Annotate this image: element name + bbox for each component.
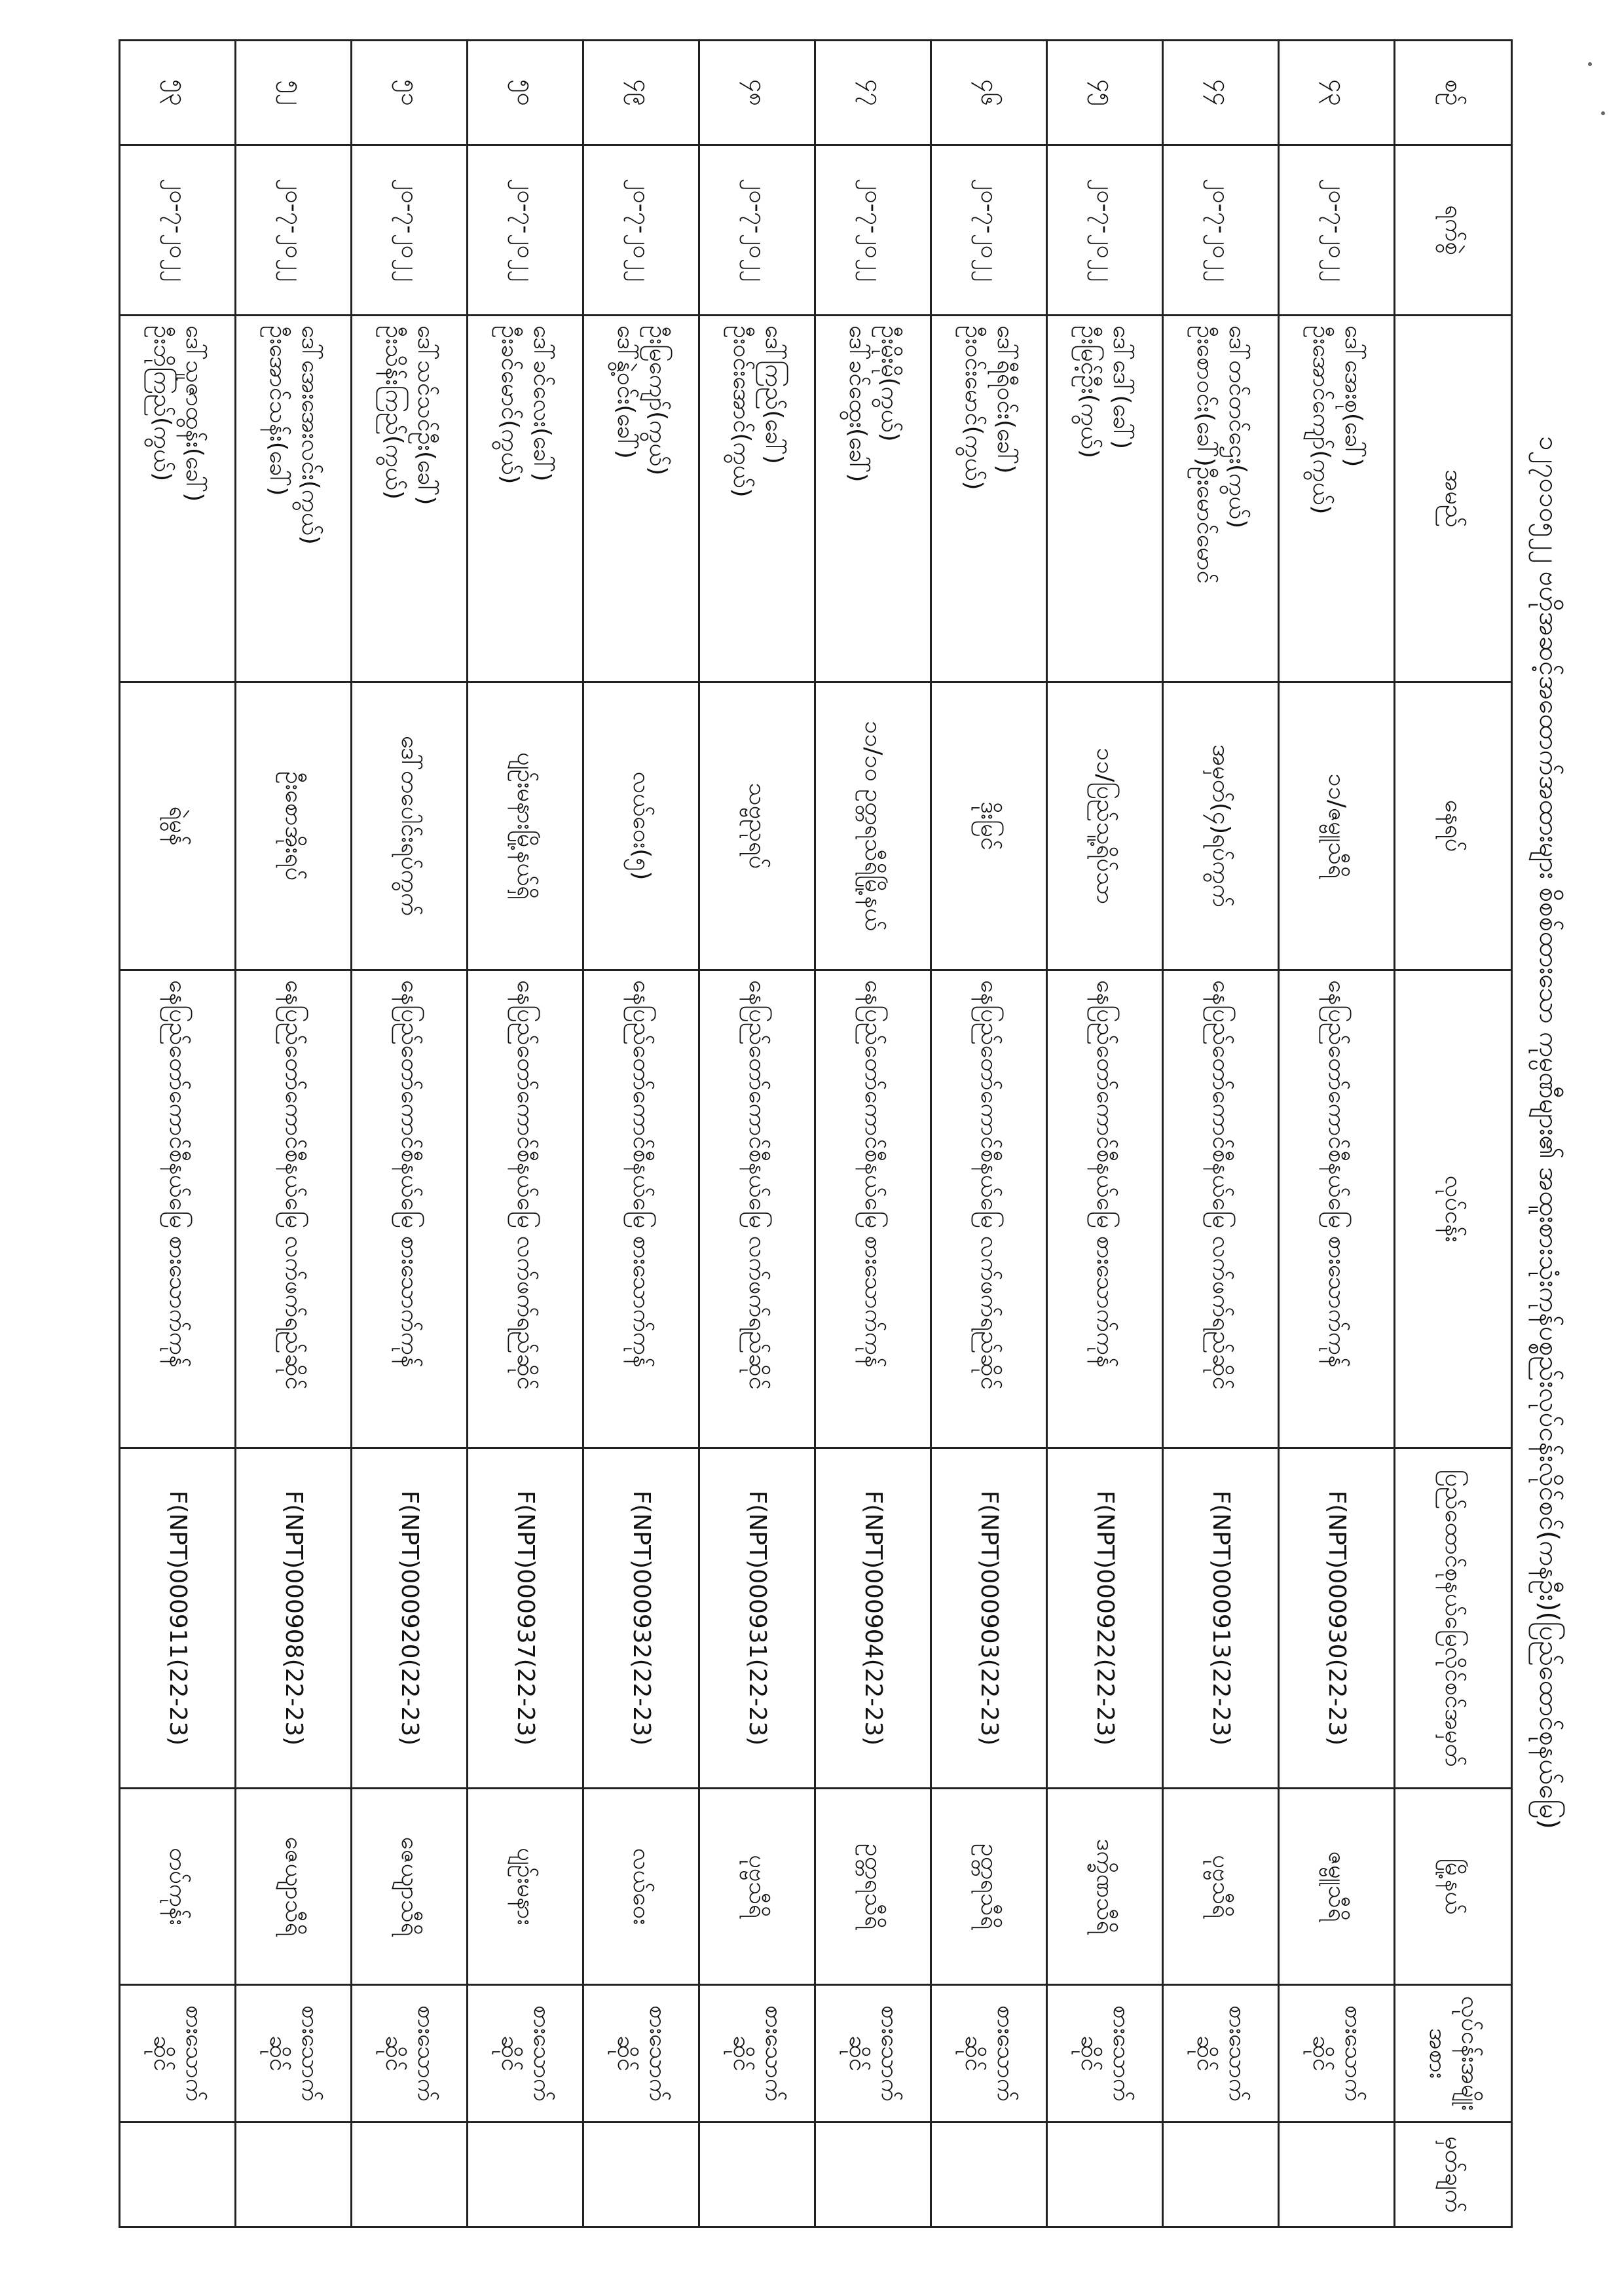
name-line: ဦးမြကျော်(ကွယ်) [644,325,671,476]
cell-township: လယ်ဝေး [583,1789,699,1985]
cell-type: စားသောက်ဆိုင် [583,1985,699,2123]
cell-type: စားသောက်ဆိုင် [1163,1985,1279,2123]
cell-business: နေပြည်တော်ကောင်စီနယ်မြေ စားသောက်ကုန် [583,970,699,1448]
cell-business: နေပြည်တော်ကောင်စီနယ်မြေ လက်ဖက်ရည်ဆိုင် [468,970,583,1448]
cell-township: ဇမ္ဗူသီရိ [1279,1789,1395,1985]
table-row [931,41,1047,2227]
name-line: ဦးဝင်းမောင်(ကွယ်) [960,325,987,490]
cell-business: နေပြည်တော်ကောင်စီနယ်မြေ စားသောက်ကုန် [1279,970,1395,1448]
header-type: လုပ်ငန်းအမျိုးအစား [1395,1985,1512,2123]
table-header-row [1395,41,1512,2227]
cell-no: ၄၃ [1279,41,1395,145]
cell-license-no: F(NPT)000922(22-23) [1047,1448,1163,1789]
cell-address: ၁၁/၁၀ ဥတ္တရသီရိမြို့နယ် [815,682,931,970]
cell-township: ပျဉ်းမနား [468,1789,583,1985]
cell-license-no: F(NPT)000908(22-23) [236,1448,352,1789]
cell-date: ၂၀-၇-၂၀၂၂ [1047,145,1163,316]
table-row [236,41,352,2227]
cell-remark [468,2123,583,2227]
cell-remark [815,2123,931,2227]
name-line: ဒေါ်အေးအေးလင်း(ကွယ်) [296,325,323,545]
cell-license-no: F(NPT)000903(22-23) [931,1448,1047,1789]
table-row [1163,41,1279,2227]
cell-no: ၅၁ [352,41,468,145]
name-line: ဦးအောင်သန်း(ခေါ်) [265,325,291,496]
cell-remark [120,2123,236,2227]
table-row [1279,41,1395,2227]
cell-remark [1047,2123,1163,2227]
table-row [699,41,815,2227]
cell-remark [583,2123,699,2227]
license-register-table [119,39,1513,2228]
cell-township: ပုဗ္ဗသီရိ [699,1789,815,1985]
name-line: ဦးမိုးမို(ကွယ်) [876,325,903,442]
cell-address: ပျဉ်းမနားမြို့နယ်ရှိ [468,682,583,970]
name-line: ဦးသိန်းကြည်(ကွယ်) [380,325,407,500]
rotated-document-page [105,26,1572,2239]
header-remark: မှတ်ချက် [1395,2123,1512,2227]
name-line: ဒေါ်ရီရီဝင်း(ခေါ်) [991,325,1019,474]
header-date: ရက်စွဲ [1395,145,1512,316]
cell-no: ၅၃ [120,41,236,145]
cell-remark [699,2123,815,2227]
cell-date: ၂၀-၇-၂၀၂၂ [699,145,815,316]
cell-type: စားသောက်ဆိုင် [1279,1985,1395,2123]
name-line: ဒေါ်ကြည်(ခေါ်) [760,325,787,464]
cell-remark [1163,2123,1279,2227]
table-body [120,41,1395,2227]
cell-date: ၂၀-၇-၂၀၂၂ [120,145,236,316]
cell-business: နေပြည်တော်ကောင်စီနယ်မြေ လက်ဖက်ရည်ဆိုင် [236,970,352,1448]
name-line: ဒေါ်နွဲ့ဝင်း(ခေါ်) [612,325,639,459]
cell-date: ၂၀-၇-၂၀၂၂ [1163,145,1279,316]
name-line: ဦးဘိုကြည်(ကွယ်) [149,325,175,482]
cell-no: ၄၆ [931,41,1047,145]
cell-address: ၁၁/ဇမ္ဗူသီရိ [1279,682,1395,970]
name-line: ဒေါ်ခင်ထွေး(ခေါ်) [844,325,871,483]
name-line: ဒေါ်အေးစု(ခေါ်) [1339,325,1367,467]
cell-address: သဗ္ဗညုရပ် [699,682,815,970]
header-address: နေရပ် [1395,682,1512,970]
cell-date: ၂၀-၇-၂၀၂၂ [931,145,1047,316]
cell-type: စားသောက်ဆိုင် [468,1985,583,2123]
cell-address: ၁၁/ပြည်သူ့ရိပ်သာ [1047,682,1163,970]
cell-remark [1279,2123,1395,2227]
name-line: ဒေါ်ဒေါ်(ခေါ်) [1107,325,1135,450]
cell-no: ၄၅ [1047,41,1163,145]
scan-dust-mark [1601,111,1605,115]
cell-license-no: F(NPT)000937(22-23) [468,1448,583,1789]
cell-date: ၂၀-၇-၂၀၂၂ [468,145,583,316]
cell-business: နေပြည်တော်ကောင်စီနယ်မြေ လက်ဖက်ရည်ဆိုင် [931,970,1047,1448]
cell-address: ဦးစောအိုးရပ် [236,682,352,970]
cell-no: ၅၀ [468,41,583,145]
cell-township: ဥတ္တရသီရိ [931,1789,1047,1985]
name-line: ဦးအောင်ကျော်(ကွယ်) [1308,325,1335,515]
header-township: မြို့နယ် [1395,1789,1512,1985]
cell-type: စားသောက်ဆိုင် [815,1985,931,2123]
name-line: ဒေါ်ခင်လေး(ခေါ်) [528,325,555,482]
cell-name [931,316,1047,682]
cell-business: နေပြည်တော်ကောင်စီနယ်မြေ စားသောက်ကုန် [120,970,236,1448]
cell-type: စားသောက်ဆိုင် [699,1985,815,2123]
cell-no: ၄၈ [699,41,815,145]
cell-business: နေပြည်တော်ကောင်စီနယ်မြေ စားသောက်ကုန် [815,970,931,1448]
scan-dust-mark [1588,62,1592,66]
name-line: ဦးဝင်းအောင်(ကွယ်) [728,325,755,498]
cell-address: ရဲမွန် [120,682,236,970]
cell-date: ၂၀-၇-၂၀၂၂ [236,145,352,316]
cell-license-no: F(NPT)000911(22-23) [120,1448,236,1789]
document-title: ၁၂၇၀၁၀၅၂၂ ဗဟိုအဆင့်အထောက်အထားများ စိစစ်ထားသော ကုမ္ပဏီများ၏ အထူးစားသုံးကုန်ပစ္စည်းလုပ်ငန်းလိုင်စင်(ကနဦး)(ပြည်ထောင်စုနယ်မြေ) [1534,436,1564,1829]
cell-name [352,316,468,682]
header-name: အမည် [1395,316,1512,682]
cell-license-no: F(NPT)000930(22-23) [1279,1448,1395,1789]
cell-date: ၂၀-၇-၂၀၂၂ [815,145,931,316]
cell-type: စားသောက်ဆိုင် [352,1985,468,2123]
name-line: ဦးခင်မောင်(ကွယ်) [496,325,523,484]
cell-name [815,316,931,682]
name-line: ဦးစောဝင်း(ခေါ်)ဦးမောင်မောင် [1192,325,1219,584]
cell-name [1047,316,1163,682]
cell-license-no: F(NPT)000920(22-23) [352,1448,468,1789]
table-row [1047,41,1163,2227]
cell-name [236,316,352,682]
cell-business: နေပြည်တော်ကောင်စီနယ်မြေ စားသောက်ကုန် [1047,970,1163,1448]
name-line: ဒေါ်တင်တင်ဌေး(ကွယ်) [1223,325,1251,529]
cell-township: ဒက္ခိဏသီရိ [1047,1789,1163,1985]
table-row [352,41,468,2227]
cell-no: ၄၇ [815,41,931,145]
cell-name [120,316,236,682]
cell-township: ဇေယျာသီရိ [352,1789,468,1985]
cell-township: တပ်ကုန်း [120,1789,236,1985]
cell-name [699,316,815,682]
name-line: ဦးမြင့်ဦး(ကွယ်) [1076,325,1103,459]
cell-license-no: F(NPT)000931(22-23) [699,1448,815,1789]
cell-township: ပုဗ္ဗသီရိ [1163,1789,1279,1985]
cell-remark [931,2123,1047,2227]
cell-no: ၄၉ [583,41,699,145]
name-line: ဒေါ်သူဇာထွန်း(ခေါ်) [180,325,208,502]
cell-name [468,316,583,682]
cell-business: နေပြည်တော်ကောင်စီနယ်မြေ လက်ဖက်ရည်ဆိုင် [1163,970,1279,1448]
cell-no: ၅၂ [236,41,352,145]
table-row [120,41,236,2227]
header-business: လုပ်ငန်း [1395,970,1512,1448]
name-line: ဒေါ်သင်သင်ဦး(ခေါ်) [412,325,439,505]
cell-remark [352,2123,468,2227]
cell-business: နေပြည်တော်ကောင်စီနယ်မြေ စားသောက်ကုန် [352,970,468,1448]
cell-date: ၂၀-၇-၂၀၂၂ [352,145,468,316]
cell-date: ၂၀-၇-၂၀၂၂ [583,145,699,316]
cell-business: နေပြည်တော်ကောင်စီနယ်မြေ လက်ဖက်ရည်ဆိုင် [699,970,815,1448]
cell-address: ဒိုးမြင် [931,682,1047,970]
cell-remark [236,2123,352,2227]
table-row [583,41,699,2227]
cell-type: စားသောက်ဆိုင် [1047,1985,1163,2123]
cell-township: ဇေယျာသီရိ [236,1789,352,1985]
header-license-no: ပြည်ထောင်စုနယ်မြေလိုင်စင်အမှတ် [1395,1448,1512,1789]
cell-name [1163,316,1279,682]
cell-address: အမှတ်(၄)ရပ်ကွက် [1163,682,1279,970]
table-row [468,41,583,2227]
cell-name [583,316,699,682]
cell-name [1279,316,1395,682]
cell-license-no: F(NPT)000913(22-23) [1163,1448,1279,1789]
cell-type: စားသောက်ဆိုင် [120,1985,236,2123]
cell-address: လယ်ဝေး(၅) [583,682,699,970]
cell-no: ၄၄ [1163,41,1279,145]
cell-date: ၂၀-၇-၂၀၂၂ [1279,145,1395,316]
header-no: စဉ် [1395,41,1512,145]
table-row [815,41,931,2227]
cell-type: စားသောက်ဆိုင် [236,1985,352,2123]
cell-township: ဥတ္တရသီရိ [815,1789,931,1985]
cell-license-no: F(NPT)000932(22-23) [583,1448,699,1789]
cell-license-no: F(NPT)000904(22-23) [815,1448,931,1789]
cell-type: စားသောက်ဆိုင် [931,1985,1047,2123]
cell-address: ဒေါ်တပေါင်းရပ်ကွက် [352,682,468,970]
